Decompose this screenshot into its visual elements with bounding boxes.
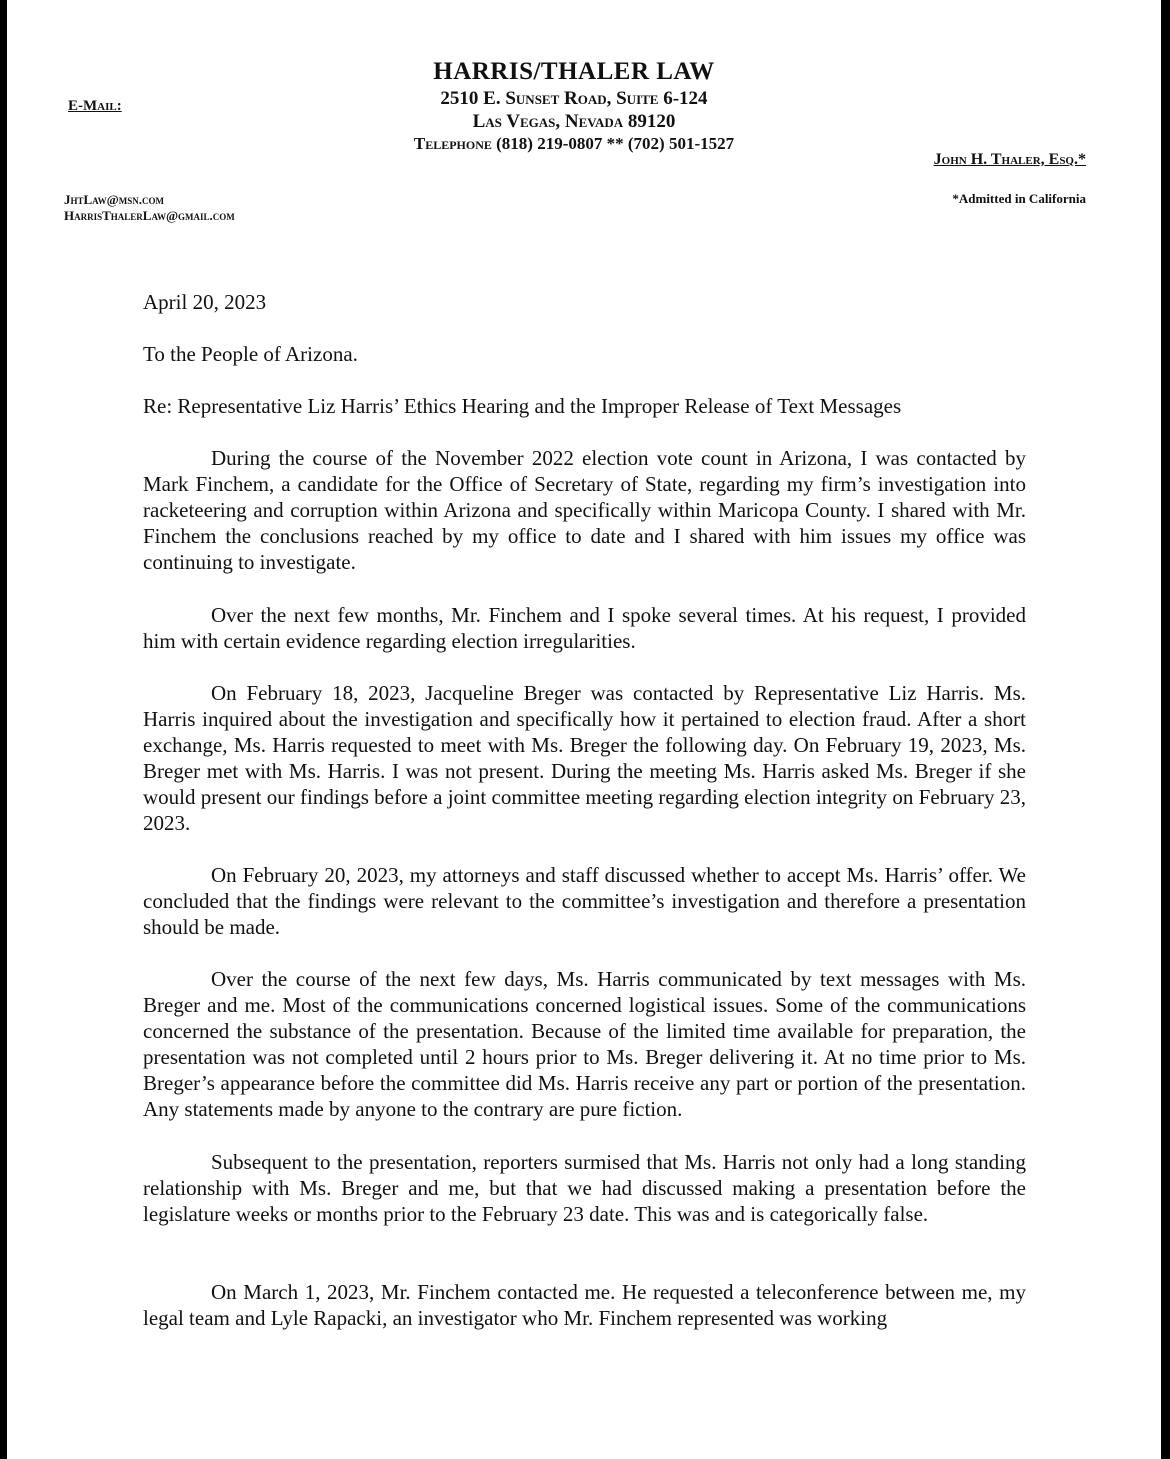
- telephone: Telephone (818) 219-0807 ** (702) 501-1527: [413, 134, 735, 153]
- letter-paragraph: On March 1, 2023, Mr. Finchem contacted me. He requested a teleconference between me, my legal team and Lyle Rapacki, an investigator who Mr. Finchem represented was working: [143, 1280, 1026, 1330]
- right-border: [1161, 0, 1170, 1459]
- firm-name: HARRIS/THALER LAW: [433, 58, 715, 85]
- admitted-note: *Admitted in California: [952, 191, 1086, 206]
- letter-greeting: To the People of Arizona.: [143, 342, 358, 366]
- letter-paragraph: Subsequent to the presentation, reporters surmised that Ms. Harris not only had a long standing relationship with Ms. Breger and me, but that we had discussed making a presentation before the legislature weeks or months prior to the February 23 date. This was and is categorically false.: [143, 1150, 1026, 1226]
- letter-paragraph: Over the course of the next few days, Ms. Harris communicated by text messages with Ms. Breger and me. Most of the communications concerned logistical issues. Some of the communications concerned the substance of the presentation. Because of the limited time available for preparation, the presentation was not completed until 2 hours prior to Ms. Breger delivering it. At no time prior to Ms. Breger’s appearance before the committee did Ms. Harris receive any part or portion of the presentation. Any statements made by anyone to the contrary are pure fiction.: [143, 967, 1026, 1121]
- letter-paragraph: On February 18, 2023, Jacqueline Breger was contacted by Representative Liz Harris. Ms. Harris inquired about the investigation and specifically how it pertained to election fraud. After a short exchange, Ms. Harris requested to meet with Ms. Breger the following day. On February 19, 2023, Ms. Breger met with Ms. Harris. I was not present. During the meeting Ms. Harris asked Ms. Breger if she would present our findings before a joint committee meeting regarding election integrity on February 23, 2023.: [143, 681, 1026, 835]
- left-border: [0, 0, 7, 1459]
- attorney-name: John H. Thaler, Esq.*: [933, 151, 1086, 168]
- letter-paragraph: During the course of the November 2022 election vote count in Arizona, I was contacted by Mark Finchem, a candidate for the Office of Secretary of State, regarding my firm’s investigation into racketeering and corruption within Arizona and specifically within Maricopa County. I shared with Mr. Finchem the conclusions reached by my office to date and I shared with him issues my office was continuing to investigate.: [143, 446, 1026, 574]
- address-line-1: 2510 E. Sunset Road, Suite 6-124: [440, 88, 708, 109]
- email-address: JhtLaw@msn.com: [64, 192, 165, 207]
- re-line: Re: Representative Liz Harris’ Ethics Hearing and the Improper Release of Text Messages: [143, 394, 902, 418]
- letter-paragraph: On February 20, 2023, my attorneys and staff discussed whether to accept Ms. Harris’ offer. We concluded that the findings were relevant to the committee’s investigation and therefore a presentation should be made.: [143, 863, 1026, 939]
- letter-date: April 20, 2023: [143, 290, 267, 314]
- email-address: HarrisThalerLaw@gmail.com: [64, 208, 235, 223]
- letter-paragraph: Over the next few months, Mr. Finchem and I spoke several times. At his request, I provided him with certain evidence regarding election irregularities.: [143, 603, 1026, 653]
- address-line-2: Las Vegas, Nevada 89120: [472, 111, 676, 132]
- email-label: E-Mail:: [68, 98, 122, 114]
